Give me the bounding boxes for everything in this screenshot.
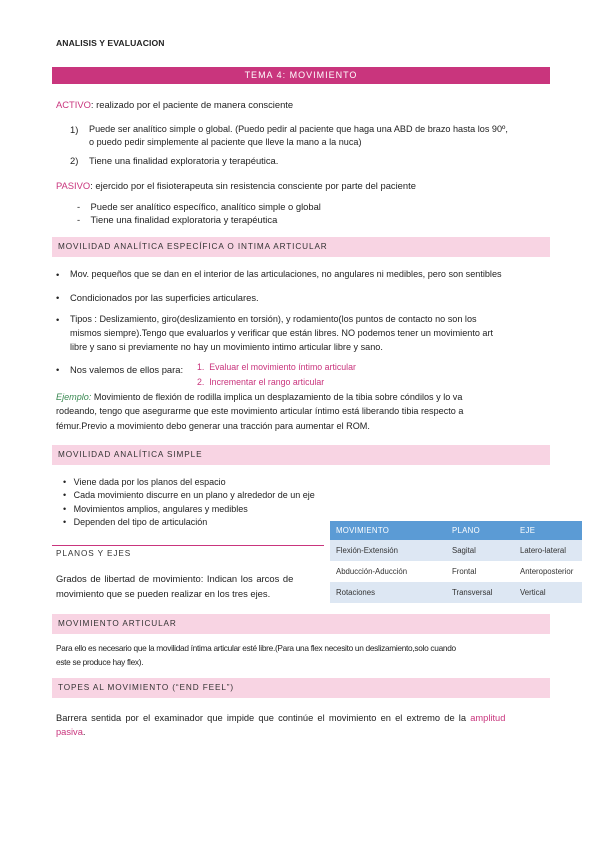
sec3-l2: este se produce hay flex). (56, 657, 144, 667)
activo-term: ACTIVO (56, 99, 91, 110)
table-cell: Sagital (446, 540, 514, 561)
table-cell: Anteroposterior (514, 561, 582, 582)
sec4-l2: pasiva. (56, 727, 86, 737)
pasivo-item-1: - Puede ser analítico específico, analítico simple o global (77, 201, 321, 212)
bullet-dot: • (56, 314, 60, 325)
activo-item-2: Tiene una finalidad exploratoria y terapéutica. (89, 155, 279, 166)
sec1-bullet-3-l2: mismos siempre).Tengo que evaluarlos y verificar que están libres. NO podemos tener un movimiento art (70, 328, 494, 338)
ejemplo-l1: Ejemplo: Movimiento de flexión de rodilla implica un desplazamiento de la tibia sobre cóndilos y lo va (56, 392, 463, 402)
bullet-dot: • (56, 292, 60, 303)
sec4-l1: Barrera sentida por el examinador que impide que continúe el movimiento en el extremo de la amplitud (56, 713, 506, 723)
activo-item-1: 1) (70, 124, 79, 135)
sec2-bullet-2: • Cada movimiento discurre en un plano y alrededor de un eje (63, 490, 315, 500)
pasivo-definition: : ejercido por el fisioterapeuta sin resistencia consciente por parte del paciente (90, 180, 416, 191)
table-row (330, 540, 582, 561)
table-cell: Vertical (514, 582, 582, 603)
table-header: PLANO (446, 521, 514, 540)
table-cell: Frontal (446, 561, 514, 582)
activo-item-1-line2: o puedo pedir simplemente al paciente que lleve la mano a la nuca) (89, 137, 362, 147)
activo-line (56, 99, 293, 110)
pasivo-item-2: - Tiene una finalidad exploratoria y terapéutica (77, 214, 278, 225)
document-header: ANALISIS Y EVALUACION (56, 38, 165, 48)
page-title: TEMA 4: MOVIMIENTO (52, 67, 550, 84)
pasivo-line (56, 180, 416, 191)
ejemplo-l3: fémur.Previo a movimiento debo generar una tracción para aumentar el ROM. (56, 421, 370, 431)
planos-l2: movimiento que se pueden realizar en los tres ejes. (56, 588, 271, 599)
table-cell: Flexión-Extensión (330, 540, 446, 561)
table-cell: Latero-lateral (514, 540, 582, 561)
bullet-dot: • (56, 364, 60, 375)
sec1-sub-1: 1. Evaluar el movimiento íntimo articular (197, 362, 356, 372)
planos-divider (52, 545, 324, 546)
sec2-bullet-4: • Dependen del tipo de articulación (63, 517, 208, 527)
table-cell: Abducción-Aducción (330, 561, 446, 582)
sec1-bullet-3-l3: libre y sano si previamente no hay un movimiento intimo articular libre y sano. (70, 342, 383, 352)
planos-l1: Grados de libertad de movimiento: Indican los arcos de (56, 573, 294, 584)
activo-item-2-num: 2) (70, 155, 79, 166)
sec1-bullet-1: Mov. pequeños que se dan en el interior de las articulaciones, no angulares ni medibles, pero son sentibles (70, 269, 502, 279)
table-header: MOVIMIENTO (330, 521, 446, 540)
ejemplo-label: Ejemplo: (56, 392, 92, 402)
sec1-bullet-4: Nos valemos de ellos para: (70, 364, 184, 375)
table-cell: Rotaciones (330, 582, 446, 603)
ejemplo-l2: rodeando, tengo que asegurarme que este movimiento articular íntimo está liberando tibia respecto a (56, 406, 464, 416)
sec1-sub-2: 2. Incrementar el rango articular (197, 377, 325, 387)
section-title-movilidad-simple: MOVILIDAD ANALÍTICA SIMPLE (52, 445, 550, 465)
table-cell: Transversal (446, 582, 514, 603)
sec2-bullet-3: • Movimientos amplios, angulares y medibles (63, 504, 248, 514)
table-row (330, 582, 582, 603)
movement-table (330, 521, 582, 603)
table-header: EJE (514, 521, 582, 540)
activo-item-1-line1: Puede ser analítico simple o global. (Puedo pedir al paciente que haga una ABD de brazo hasta los 90º, (89, 124, 508, 134)
section-title-movimiento-articular: MOVIMIENTO ARTICULAR (52, 614, 550, 634)
sec1-bullet-3-l1: Tipos : Deslizamiento, giro(deslizamiento en torsión), y rodamiento(los puntos de contacto no son los (70, 314, 477, 324)
table-header-row (330, 521, 582, 540)
sec1-bullet-2: Condicionados por las superficies articulares. (70, 292, 259, 303)
activo-definition: : realizado por el paciente de manera consciente (90, 99, 294, 110)
sec2-bullet-1: • Viene dada por los planos del espacio (63, 477, 226, 487)
pasivo-term: PASIVO (56, 180, 91, 191)
sec3-l1: Para ello es necesario que la movilidad íntima articular esté libre.(Para una flex necesito un deslizamiento,solo cuando (56, 643, 456, 653)
bullet-dot: • (56, 269, 60, 280)
section-title-topes: TOPES AL MOVIMIENTO (“END FEEL”) (52, 678, 550, 698)
planos-title: PLANOS Y EJES (56, 549, 132, 558)
section-title-movilidad-intima: MOVILIDAD ANALÍTICA ESPECÍFICA O INTIMA ARTICULAR (52, 237, 550, 257)
table-row (330, 561, 582, 582)
